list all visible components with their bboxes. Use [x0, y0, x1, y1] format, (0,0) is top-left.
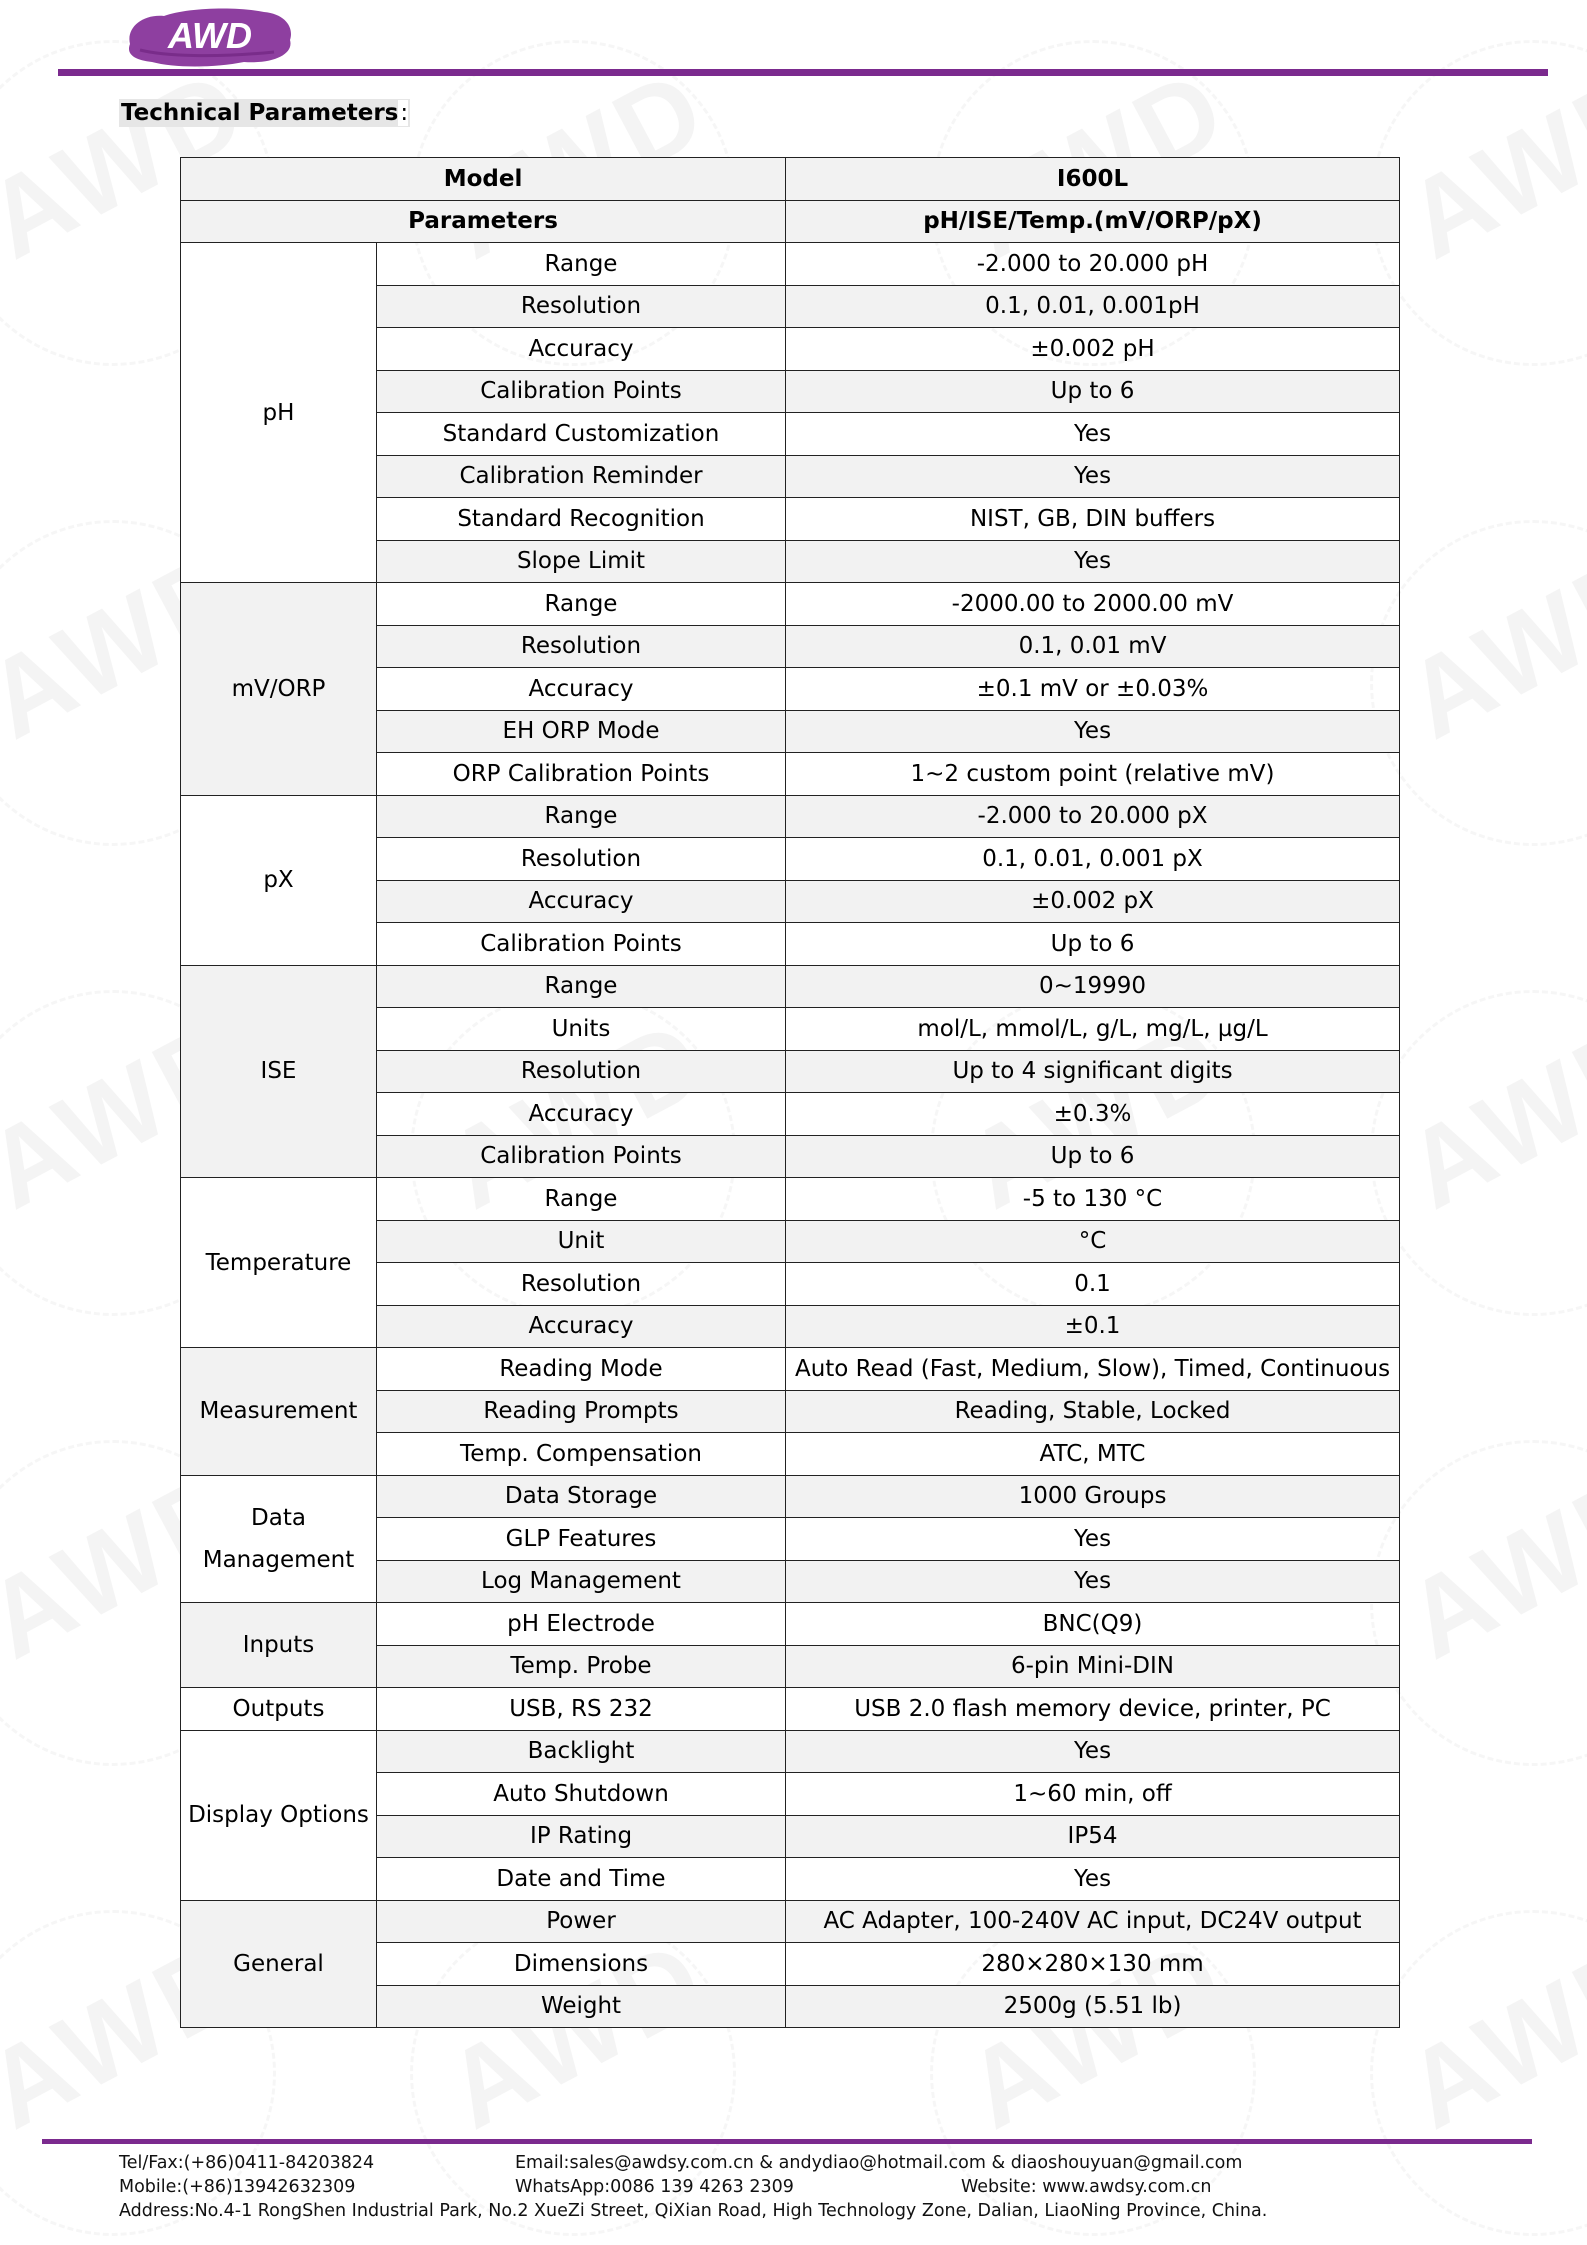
parameter-cell: IP Rating [377, 1815, 786, 1858]
value-cell: 0.1, 0.01, 0.001 pX [786, 838, 1400, 881]
footer-email[interactable]: Email:sales@awdsy.com.cn & andydiao@hotmail.com & diaoshouyuan@gmail.com [515, 2153, 1243, 2173]
parameter-cell: Weight [377, 1985, 786, 2028]
model-row [181, 158, 1400, 201]
value-cell: Yes [786, 1560, 1400, 1603]
value-cell: USB 2.0 flash memory device, printer, PC [786, 1688, 1400, 1731]
parameter-cell: Auto Shutdown [377, 1773, 786, 1816]
value-cell: ±0.1 mV or ±0.03% [786, 668, 1400, 711]
footer-tel: Tel/Fax:(+86)0411-84203824 [119, 2153, 375, 2173]
value-cell: Auto Read (Fast, Medium, Slow), Timed, Continuous [786, 1348, 1400, 1391]
value-cell: ±0.002 pH [786, 328, 1400, 371]
value-cell: 2500g (5.51 lb) [786, 1985, 1400, 2028]
value-cell: Reading, Stable, Locked [786, 1390, 1400, 1433]
value-cell: Yes [786, 710, 1400, 753]
table-row [181, 1603, 1400, 1646]
watermark-text [1386, 993, 1587, 1234]
parameter-cell: Range [377, 965, 786, 1008]
group-label: Temperature [181, 1178, 377, 1348]
parameter-cell: Range [377, 583, 786, 626]
parameter-cell: Slope Limit [377, 540, 786, 583]
section-title-colon: : [400, 100, 409, 126]
parameter-cell: Range [377, 1178, 786, 1221]
parameter-cell: Backlight [377, 1730, 786, 1773]
value-cell: ±0.3% [786, 1093, 1400, 1136]
awd-logo [124, 6, 296, 68]
section-title [119, 99, 410, 127]
parameter-cell: Range [377, 243, 786, 286]
watermark-text [1386, 1443, 1587, 1684]
value-cell: 0.1, 0.01, 0.001pH [786, 285, 1400, 328]
parameter-cell: Reading Mode [377, 1348, 786, 1391]
value-cell: ±0.1 [786, 1305, 1400, 1348]
parameter-cell: Accuracy [377, 1093, 786, 1136]
group-label: Display Options [181, 1730, 377, 1900]
parameters-value: pH/ISE/Temp.(mV/ORP/pX) [786, 200, 1400, 243]
value-cell: IP54 [786, 1815, 1400, 1858]
parameter-cell: Data Storage [377, 1475, 786, 1518]
watermark-ring [1370, 40, 1587, 366]
watermark-ring [1370, 990, 1587, 1316]
parameter-cell: Units [377, 1008, 786, 1051]
group-label: pH [181, 243, 377, 583]
parameter-cell: GLP Features [377, 1518, 786, 1561]
watermark-text [1386, 523, 1587, 764]
parameter-cell: Temp. Probe [377, 1645, 786, 1688]
parameter-cell: Unit [377, 1220, 786, 1263]
value-cell: -2.000 to 20.000 pH [786, 243, 1400, 286]
parameter-cell: Power [377, 1900, 786, 1943]
table-row [181, 1900, 1400, 1943]
value-cell: ATC, MTC [786, 1433, 1400, 1476]
group-label: ISE [181, 965, 377, 1178]
parameter-cell: Accuracy [377, 1305, 786, 1348]
group-label: General [181, 1900, 377, 2028]
table-row [181, 1178, 1400, 1221]
value-cell: Yes [786, 1730, 1400, 1773]
parameter-cell: pH Electrode [377, 1603, 786, 1646]
watermark-ring [1370, 1440, 1587, 1766]
footer-whatsapp: WhatsApp:0086 139 4263 2309 [515, 2177, 794, 2197]
parameter-cell: Temp. Compensation [377, 1433, 786, 1476]
parameter-cell: Dimensions [377, 1943, 786, 1986]
value-cell: AC Adapter, 100-240V AC input, DC24V output [786, 1900, 1400, 1943]
parameter-cell: Calibration Points [377, 370, 786, 413]
value-cell: 1000 Groups [786, 1475, 1400, 1518]
table-row [181, 1688, 1400, 1731]
parameter-cell: Resolution [377, 1263, 786, 1306]
parameter-cell: Accuracy [377, 880, 786, 923]
watermark-ring [1370, 520, 1587, 846]
parameter-cell: EH ORP Mode [377, 710, 786, 753]
value-cell: 0.1, 0.01 mV [786, 625, 1400, 668]
parameter-cell: Standard Recognition [377, 498, 786, 541]
parameter-cell: Log Management [377, 1560, 786, 1603]
value-cell: Up to 6 [786, 923, 1400, 966]
value-cell: 1~60 min, off [786, 1773, 1400, 1816]
footer-address: Address:No.4-1 RongShen Industrial Park, No.2 XueZi Street, QiXian Road, High Technology Zone, Dalian, LiaoNing Province, China. [119, 2201, 1268, 2221]
section-title-text: Technical Parameters [121, 100, 399, 126]
footer-website[interactable]: Website: www.awdsy.com.cn [961, 2177, 1212, 2197]
group-label: mV/ORP [181, 583, 377, 796]
table-row [181, 1475, 1400, 1518]
value-cell: Up to 4 significant digits [786, 1050, 1400, 1093]
parameter-cell: USB, RS 232 [377, 1688, 786, 1731]
model-value: I600L [786, 158, 1400, 201]
group-label: Inputs [181, 1603, 377, 1688]
group-label: Data Management [181, 1475, 377, 1603]
value-cell: Yes [786, 540, 1400, 583]
parameter-cell: Resolution [377, 625, 786, 668]
value-cell: 6-pin Mini-DIN [786, 1645, 1400, 1688]
footer-rule [42, 2139, 1532, 2144]
parameters-row [181, 200, 1400, 243]
table-row [181, 243, 1400, 286]
value-cell: ±0.002 pX [786, 880, 1400, 923]
value-cell: Up to 6 [786, 1135, 1400, 1178]
parameter-cell: ORP Calibration Points [377, 753, 786, 796]
value-cell: Yes [786, 455, 1400, 498]
table-row [181, 1348, 1400, 1391]
value-cell: Yes [786, 413, 1400, 456]
parameter-cell: Standard Customization [377, 413, 786, 456]
watermark-text [1386, 1913, 1587, 2154]
value-cell: -2.000 to 20.000 pX [786, 795, 1400, 838]
value-cell: Yes [786, 1858, 1400, 1901]
watermark-text [1386, 43, 1587, 284]
value-cell: BNC(Q9) [786, 1603, 1400, 1646]
parameter-cell: Range [377, 795, 786, 838]
table-row [181, 583, 1400, 626]
value-cell: Yes [786, 1518, 1400, 1561]
parameter-cell: Reading Prompts [377, 1390, 786, 1433]
value-cell: mol/L, mmol/L, g/L, mg/L, µg/L [786, 1008, 1400, 1051]
value-cell: 0~19990 [786, 965, 1400, 1008]
spec-table [180, 157, 1400, 2028]
group-label: Outputs [181, 1688, 377, 1731]
parameter-cell: Accuracy [377, 328, 786, 371]
value-cell: 1~2 custom point (relative mV) [786, 753, 1400, 796]
parameter-cell: Calibration Points [377, 1135, 786, 1178]
value-cell: Up to 6 [786, 370, 1400, 413]
parameter-cell: Resolution [377, 1050, 786, 1093]
parameter-cell: Accuracy [377, 668, 786, 711]
value-cell: -2000.00 to 2000.00 mV [786, 583, 1400, 626]
value-cell: 0.1 [786, 1263, 1400, 1306]
value-cell: 280×280×130 mm [786, 1943, 1400, 1986]
value-cell: -5 to 130 °C [786, 1178, 1400, 1221]
parameter-cell: Date and Time [377, 1858, 786, 1901]
parameter-cell: Calibration Reminder [377, 455, 786, 498]
group-label: Measurement [181, 1348, 377, 1476]
parameter-cell: Resolution [377, 838, 786, 881]
svg-text:AWD: AWD [168, 15, 252, 56]
parameter-cell: Resolution [377, 285, 786, 328]
value-cell: NIST, GB, DIN buffers [786, 498, 1400, 541]
group-label: pX [181, 795, 377, 965]
header-rule [58, 69, 1548, 76]
table-row [181, 1730, 1400, 1773]
model-label: Model [181, 158, 786, 201]
value-cell: °C [786, 1220, 1400, 1263]
table-row [181, 965, 1400, 1008]
parameter-cell: Calibration Points [377, 923, 786, 966]
parameters-label: Parameters [181, 200, 786, 243]
table-row [181, 795, 1400, 838]
footer [119, 2151, 1419, 2223]
footer-mobile: Mobile:(+86)13942632309 [119, 2177, 356, 2197]
